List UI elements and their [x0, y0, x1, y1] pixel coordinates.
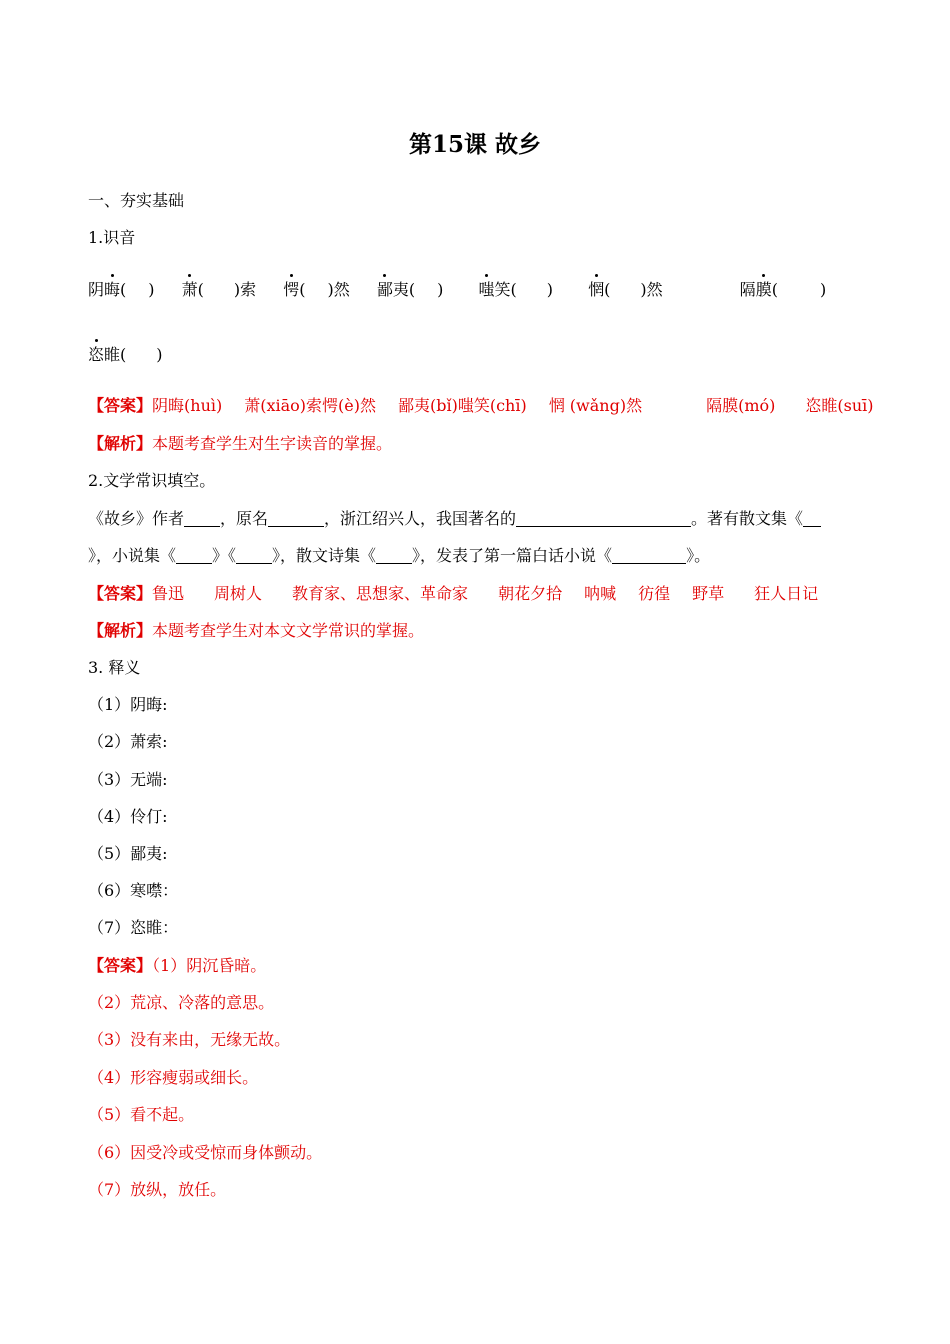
definition-item: （7）恣睢： [88, 918, 179, 937]
question-2-line-1: 《故乡》作者 ，原名 ，浙江绍兴人，我国著名的 。著有散文集《 [88, 509, 821, 529]
definition-item: （4）伶仃: [88, 807, 168, 826]
definition-item: （1）阴晦: [88, 695, 168, 714]
pinyin-item: 惘( )然 [588, 280, 663, 299]
question-3-heading: 3. 释义 [88, 658, 141, 677]
page-title: 第15课 故乡 [408, 131, 541, 158]
definition-answer: （5）看不起。 [88, 1105, 195, 1124]
pinyin-item: 鄙夷( ) [376, 280, 444, 299]
question-3-answer: 【答案】（1）阴沉昏暗。 [88, 956, 267, 975]
definition-item: （5）鄙夷: [88, 844, 168, 863]
pinyin-item: 阴晦( ) [88, 280, 155, 299]
definition-answer: （3）没有来由，无缘无故。 [88, 1030, 291, 1049]
question-1-answer: 【答案】阴晦(huì) 萧(xiāo)索愕(è)然 鄙夷(bǐ)嗤笑(chī) 惘 (wǎng)然 隔膜(mó) 恣睢(suī) [88, 396, 874, 415]
question-2-analysis: 【解析】本题考查学生对本文文学常识的掌握。 [88, 621, 425, 640]
question-2-line-2: 》，小说集《 》《 》，散文诗集《 》，发表了第一篇白话小说《 》。 [88, 546, 711, 565]
question-1-analysis: 【解析】本题考查学生对生字读音的掌握。 [88, 434, 393, 453]
definition-answer: （6）因受冷或受惊而身体颤动。 [88, 1143, 323, 1162]
pinyin-item: 隔膜( ) [739, 280, 827, 299]
pinyin-item: 愕( )然 [283, 280, 350, 299]
question-2-answer: 【答案】鲁迅 周树人 教育家、思想家、革命家 朝花夕拾 呐喊 彷徨 野草 狂人日记 [88, 584, 819, 603]
question-1-heading: 1.识音 [88, 228, 136, 247]
pinyin-items-row [88, 280, 826, 300]
definition-item: （2）萧索: [88, 732, 168, 751]
definition-item: （6）寒噤： [88, 881, 179, 900]
question-2-heading: 2.文学常识填空。 [88, 471, 216, 490]
section-heading: 一、夯实基础 [88, 191, 185, 210]
definition-answer: （2）荒凉、冷落的意思。 [88, 993, 275, 1012]
definition-answer: （7）放纵，放任。 [88, 1180, 227, 1199]
pinyin-item-last: 恣睢( ) [88, 345, 163, 364]
pinyin-item: 嗤笑( ) [478, 280, 553, 299]
definition-answer: （4）形容瘦弱或细长。 [88, 1068, 259, 1087]
definition-item: （3）无端: [88, 770, 168, 789]
pinyin-item: 萧( )索 [181, 280, 257, 299]
